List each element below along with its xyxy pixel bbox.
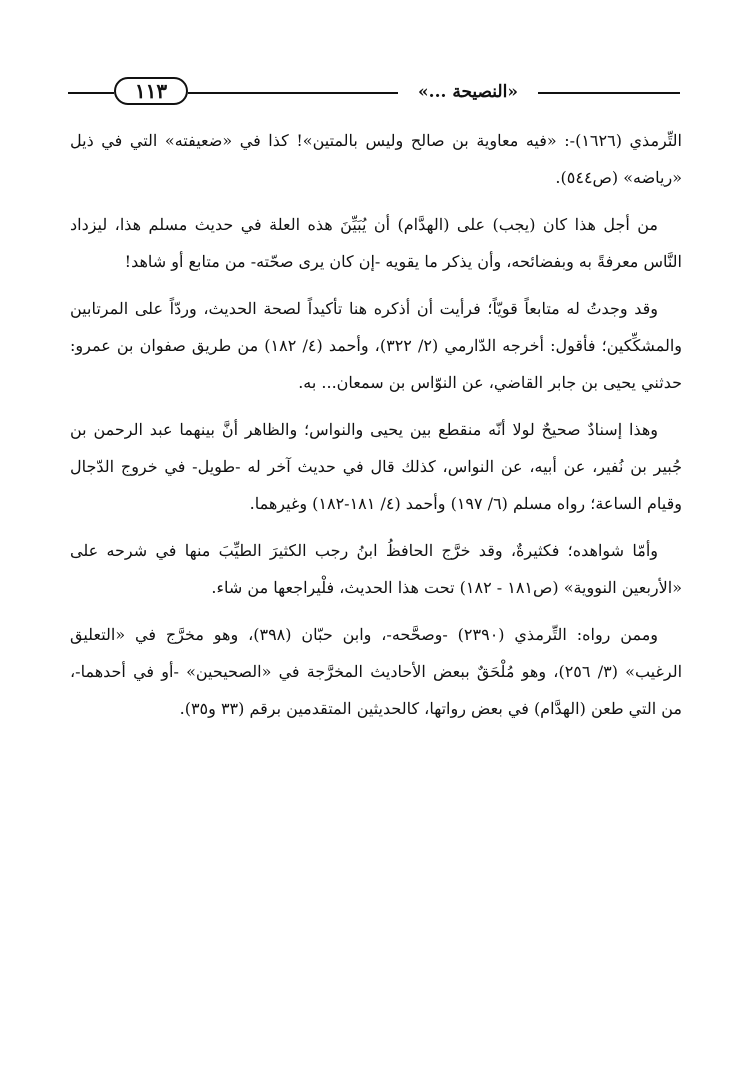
header-rule-middle <box>188 92 398 94</box>
header-rule-left <box>68 92 114 94</box>
paragraph-3: وقد وجدتُ له متابعاً قويّاً؛ فرأيت أن أذكره هنا تأكيداً لصحة الحديث، وردّاً على المرتابين والمشكِّكين؛ فأقول: أخرجه الدّارمي (٢/ ٣٢٢)، وأحمد (٤/ ١٨٢) من طريق صفوان بن عمرو: حدثني يحيى بن جابر القاضي، عن النوّاس بن سمعان... به. <box>70 299 683 392</box>
page-header <box>68 74 680 110</box>
paragraph-6: وممن رواه: التِّرمذي (٢٣٩٠) -وصحَّحه-، وابن حبّان (٣٩٨)، وهو مخرَّج في «التعليق الرغيب» (٣/ ٢٥٦)، وهو مُلْحَقٌ ببعض الأحاديث المخرَّجة في «الصحيحين» -أو في أحدهما-، من التي طعن (الهدَّام) في بعض رواتها، كالحديثين المتقدمين برقم (٣٣ و٣٥). <box>70 625 683 718</box>
running-title: «النصيحة ...» <box>418 82 518 102</box>
paragraph-4: وهذا إسنادٌ صحيحٌ لولا أنّه منقطع بين يحيى والنواس؛ والظاهر أنَّ بينهما عبد الرحمن بن جُبير بن نُفير، عن أبيه، عن النواس، كذلك قال في حديث آخر له -طويل- في خروج الدّجال وقيام الساعة؛ رواه مسلم (٦/ ١٩٧) وأحمد (٤/ ١٨١-١٨٢) وغيرهما. <box>70 420 682 513</box>
body-text <box>70 122 682 737</box>
paragraph-1: التِّرمذي (١٦٢٦)-: «فيه معاوية بن صالح وليس بالمتين»! كذا في «ضعيفته» التي في ذيل «رياضه» (ص٥٤٤). <box>70 131 683 187</box>
paragraph-5: وأمّا شواهده؛ فكثيرةٌ، وقد خرَّج الحافظُ ابنُ رجب الكثيرَ الطيِّبَ منها في شرحه على «الأربعين النووية» (ص١٨١ - ١٨٢) تحت هذا الحديث، فلْيراجعها من شاء. <box>70 541 682 597</box>
page-number: ١١٣ <box>114 77 188 105</box>
header-rule-right <box>538 92 680 94</box>
paragraph-2: من أجل هذا كان (يجب) على (الهدَّام) أن يُبَيِّنَ هذه العلة في حديث مسلم هذا، ليزداد النَّاس معرفةً به وبفضائحه، وأن يذكر ما يقويه -إن كان يرى صحّته- من متابع أو شاهد! <box>70 215 682 271</box>
